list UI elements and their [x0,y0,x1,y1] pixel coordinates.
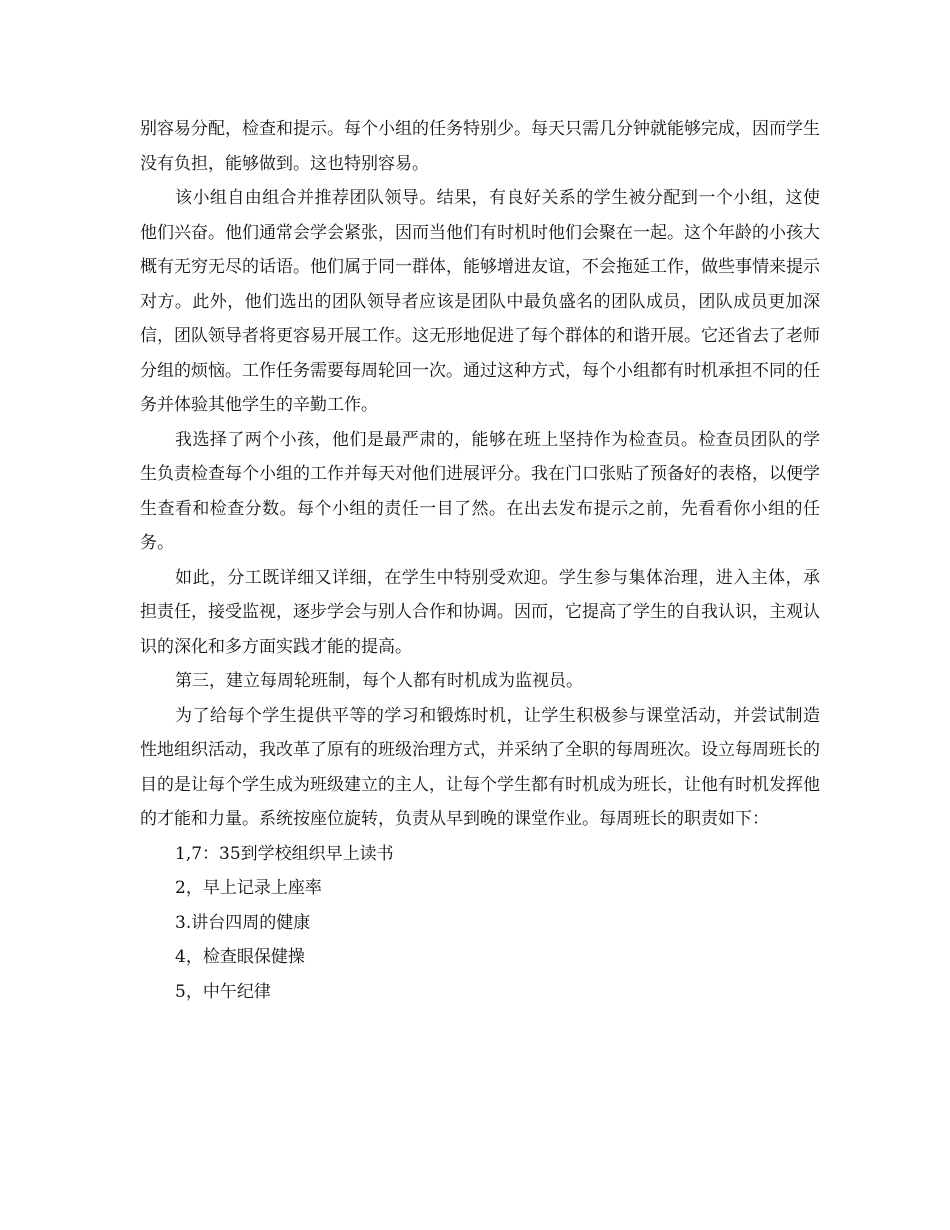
duty-list [140,837,820,1010]
list-item: 3.讲台四周的健康 [175,912,311,933]
paragraph-continuation: 别容易分配，检查和提示。每个小组的任务特别少。每天只需几分钟就能够完成，因而学生没有负担，能够做到。这也特别容易。 [140,119,820,174]
document-body [140,112,820,1009]
paragraph-division-of-labor: 如此，分工既详细又详细，在学生中特别受欢迎。学生参与集体治理，进入主体，承担责任，接受监视，逐步学会与别人合作和协调。因而，它提高了学生的自我认识，主观认识的深化和多方面实践才能的提高。 [140,567,820,657]
paragraph-team-leaders: 该小组自由组合并推荐团队领导。结果，有良好关系的学生被分配到一个小组，这使他们兴奋。他们通常会学会紧张，因而当他们有时机时他们会聚在一起。这个年龄的小孩大概有无穷无尽的话语。他们属于同一群体，能够增进友谊，不会拖延工作，做些事情来提示对方。此外，他们选出的团队领导者应该是团队中最负盛名的团队成员，团队成员更加深信，团队领导者将更容易开展工作。这无形地促进了每个群体的和谐开展。它还省去了老师分组的烦恼。工作任务需要每周轮回一次。通过这种方式，每个小组都有时机承担不同的任务并体验其他学生的辛勤工作。 [140,188,820,415]
paragraph-third-point: 第三，建立每周轮班制，每个人都有时机成为监视员。 [175,671,583,691]
paragraph-weekly-monitor: 为了给每个学生提供平等的学习和锻炼时机，让学生积极参与课堂活动，并尝试制造性地组织活动，我改革了原有的班级治理方式，并采纳了全职的每周班次。设立每周班长的目的是让每个学生成为班级建立的主人，让每个学生都有时机成为班长，让他有时机发挥他的才能和力量。系统按座位旋转，负责从早到晚的课堂作业。每周班长的职责如下： [140,705,820,829]
list-item: 2，早上记录上座率 [175,878,322,898]
list-item: 5，中午纪律 [175,981,271,1002]
list-item: 4，检查眼保健操 [175,947,305,967]
list-item: 1,7：35到学校组织早上读书 [175,843,394,864]
paragraph-inspectors: 我选择了两个小孩，他们是最严肃的，能够在班上坚持作为检查员。检查员团队的学生负责检查每个小组的工作并每天对他们进展评分。我在门口张贴了预备好的表格，以便学生查看和检查分数。每个小组的责任一目了然。在出去发布提示之前，先看看你小组的任务。 [140,429,820,553]
